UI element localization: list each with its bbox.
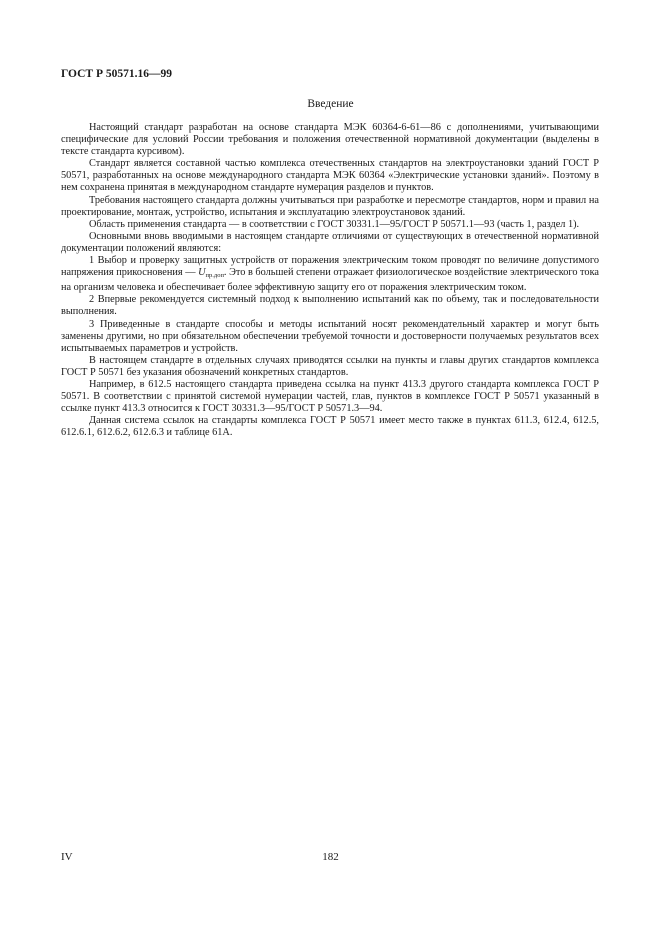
paragraph: 3 Приведенные в стандарте способы и методы испытаний носят рекомендательный характер и могут быть заменены другими, но при обязательном обеспечении требуемой точности и достоверности получаемых результатов всех испытываемых параметров и устройств. [61, 318, 599, 354]
paragraph: Область применения стандарта — в соответствии с ГОСТ 30331.1—95/ГОСТ Р 50571.1—93 (часть 1, раздел 1). [89, 218, 580, 230]
paragraph: В настоящем стандарте в отдельных случаях приводятся ссылки на пункты и главы других стандартов комплекса ГОСТ Р 50571 без указания обозначений конкретных стандартов. [61, 354, 599, 378]
item1-text-before: 1 Выбор и проверку защитных устройств от поражения электрическим током проводят по величине допустимого напряжения прикосновения — [61, 255, 599, 279]
item1-text-after: . Это в большей степени отражает физиологическое воздействие электрического тока на организм человека и обеспечивает более эффективную защиту его от поражения электрическим током. [61, 267, 599, 294]
paragraph: 2 Впервые рекомендуется системный подход к выполнению испытаний как по объему, так и последовательности выполнения. [61, 294, 599, 318]
paragraph-item-1 [61, 255, 599, 294]
body-text [61, 122, 599, 439]
paragraph: Например, в 612.5 настоящего стандарта приведена ссылка на пункт 413.3 другого стандарта комплекса ГОСТ Р 50571. В соответствии с принятой системой нумерации частей, глав, пунктов в комплексе ГОСТ Р 50571 указанный в ссылке пункт 413.3 относится к ГОСТ 30331.3—95/ГОСТ Р 50571.3—94. [61, 378, 599, 415]
paragraph: Стандарт является составной частью комплекса отечественных стандартов на электроустановки зданий ГОСТ Р 50571, разработанных на основе международного стандарта МЭК 60364 «Электрические установки зданий». Поэтому в нем сохранена принятая в международном стандарте нумерация разделов и пунктов. [61, 158, 599, 194]
paragraph: Основными вновь вводимыми в настоящем стандарте отличиями от существующих в отечественной нормативной документации положений являются: [61, 230, 599, 254]
voltage-subscript: пр.доп [205, 272, 224, 280]
paragraph: Настоящий стандарт разработан на основе стандарта МЭК 60364-6-61—86 с дополнениями, учитывающими специфические для условий России требования и положения отечественной нормативной документации (выделены в тексте стандарта курсивом). [61, 122, 599, 158]
page-number: 182 [322, 851, 339, 863]
roman-page-number: IV [61, 851, 73, 863]
paragraph: Требования настоящего стандарта должны учитываться при разработке и пересмотре стандартов, норм и правил на проектирование, монтаж, устройство, испытания и эксплуатацию электроустановок зданий. [61, 194, 599, 218]
section-title: Введение [307, 98, 354, 110]
voltage-symbol: U [198, 267, 206, 279]
paragraph: Данная система ссылок на стандарты комплекса ГОСТ Р 50571 имеет место также в пунктах 611.3, 612.4, 612.5, 612.6.1, 612.6.2, 612.6.3 и таблице 61А. [61, 415, 599, 439]
document-header: ГОСТ Р 50571.16—99 [61, 68, 172, 80]
